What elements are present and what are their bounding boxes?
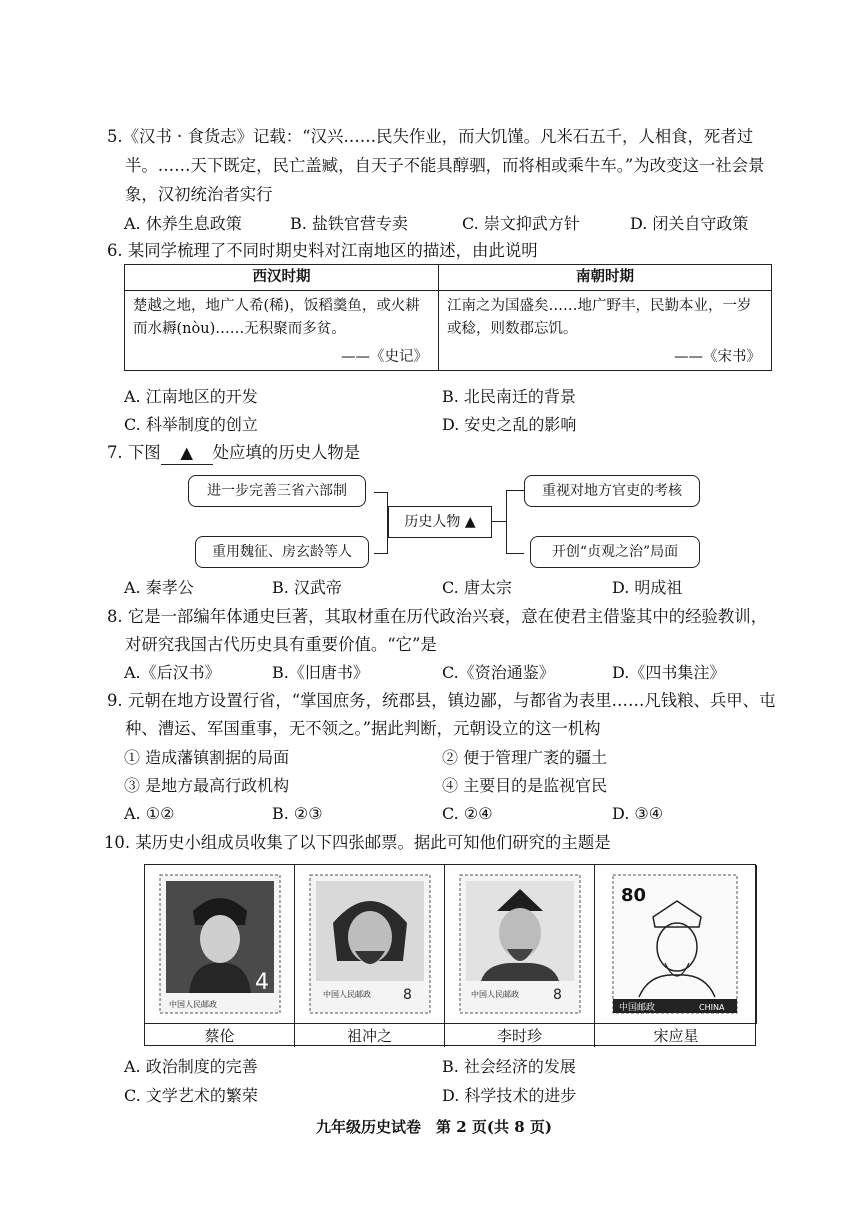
q7-option-d: D. 明成祖 xyxy=(612,578,683,597)
q9-option-a: A. ①② xyxy=(124,804,175,823)
q7-option-b: B. 汉武帝 xyxy=(272,578,342,597)
q6-col1-source: ——《史记》 xyxy=(341,349,428,365)
q10-option-d: D. 科学技术的进步 xyxy=(442,1086,577,1105)
q9-option-c: C. ②④ xyxy=(442,804,493,823)
stamp-4-country: 中国邮政 xyxy=(619,1003,656,1013)
q7-box-center: 历史人物 ▲ xyxy=(388,506,492,538)
stamp-song-yingxing-image xyxy=(595,865,757,1023)
q6-header-col2: 南朝时期 xyxy=(439,265,772,291)
stamp-1-value: 4 xyxy=(255,970,269,995)
stamp-cai-lun-image xyxy=(145,865,295,1023)
q6-source-table xyxy=(124,264,772,371)
q8-option-b: B.《旧唐书》 xyxy=(272,663,369,682)
q8-option-c: C.《资治通鉴》 xyxy=(442,663,555,682)
q7-option-a: A. 秦孝公 xyxy=(124,578,194,597)
q9-line1: 9. 元朝在地方设置行省，“掌国庶务，统郡县，镇边鄙，与都省为表里……凡钱粮、兵甲、屯 xyxy=(107,691,776,710)
q7-connector-left xyxy=(374,492,388,554)
q7-box-right-top: 重视对地方官吏的考核 xyxy=(524,475,700,507)
q6-option-b: B. 北民南迁的背景 xyxy=(442,387,576,406)
page-footer: 九年级历史试卷 第 2 页(共 8 页) xyxy=(316,1118,552,1136)
stamp-zu-chongzhi-image xyxy=(295,865,445,1023)
q7-connector-mid xyxy=(492,521,506,522)
stamp-cell-1 xyxy=(145,865,295,1023)
q10-option-a: A. 政治制度的完善 xyxy=(124,1057,258,1076)
q9-item-1: ① 造成藩镇割据的局面 xyxy=(124,748,290,767)
q6-cell-col2 xyxy=(439,291,772,371)
q9-option-d: D. ③④ xyxy=(612,804,664,823)
q7-box-left-top: 进一步完善三省六部制 xyxy=(188,475,366,507)
stamp-cell-4 xyxy=(595,865,757,1023)
q5-line3: 象，汉初统治者实行 xyxy=(125,185,273,204)
q6-col1-text: 楚越之地，地广人希(稀)，饭稻羹鱼，或火耕而水耨(nòu)……无积聚而多贫。 xyxy=(133,298,420,337)
q6-option-d: D. 安史之乱的影响 xyxy=(442,415,577,434)
q7-box-right-bottom: 开创“贞观之治”局面 xyxy=(530,536,700,568)
stamp-name-1: 蔡伦 xyxy=(145,1023,295,1047)
q6-header-col1: 西汉时期 xyxy=(125,265,439,291)
stamp-3-country: 中国人民邮政 xyxy=(471,990,519,999)
q5-option-c: C. 崇文抑武方针 xyxy=(462,214,580,233)
q5-line2: 半。……天下既定，民亡盖臧，自天子不能具醇驷，而将相或乘牛车。”为改变这一社会景 xyxy=(125,156,765,175)
q9-item-2: ② 便于管理广袤的疆土 xyxy=(442,748,608,767)
stamp-cell-2 xyxy=(295,865,445,1023)
q9-line2: 种、漕运、军国重事，无不领之。”据此判断，元朝设立的这一机构 xyxy=(125,719,601,738)
q7-option-c: C. 唐太宗 xyxy=(442,578,512,597)
stamp-2-value: 8 xyxy=(403,987,412,1003)
stamp-name-4: 宋应星 xyxy=(595,1023,757,1047)
q10-stem: 10. 某历史小组成员收集了以下四张邮票。据此可知他们研究的主题是 xyxy=(104,833,611,852)
q6-col2-source: ——《宋书》 xyxy=(674,349,761,365)
stamp-li-shizhen-image xyxy=(445,865,595,1023)
stamp-name-3: 李时珍 xyxy=(445,1023,595,1047)
q10-option-c: C. 文学艺术的繁荣 xyxy=(124,1086,258,1105)
q6-option-c: C. 科举制度的创立 xyxy=(124,415,258,434)
q7-connector-right xyxy=(506,490,524,554)
q8-line2: 对研究我国古代历史具有重要价值。“它”是 xyxy=(125,635,437,654)
q7-stem-post: 处应填的历史人物是 xyxy=(212,443,361,462)
q9-item-3: ③ 是地方最高行政机构 xyxy=(124,776,290,795)
stamp-cell-3 xyxy=(445,865,595,1023)
stamp-name-2: 祖冲之 xyxy=(295,1023,445,1047)
q7-blank: ▲ xyxy=(161,442,213,465)
stamp-3-value: 8 xyxy=(553,987,562,1003)
stamp-1-country: 中国人民邮政 xyxy=(169,1000,217,1009)
q6-stem: 6. 某同学梳理了不同时期史料对江南地区的描述，由此说明 xyxy=(107,241,538,260)
q8-option-d: D.《四书集注》 xyxy=(612,663,726,682)
q10-stamp-table xyxy=(144,864,756,1046)
q5-option-b: B. 盐铁官营专卖 xyxy=(290,214,408,233)
q5-option-d: D. 闭关自守政策 xyxy=(630,214,749,233)
q8-line1: 8. 它是一部编年体通史巨著，其取材重在历代政治兴衰，意在使君主借鉴其中的经验教训， xyxy=(107,607,768,626)
q6-option-a: A. 江南地区的开发 xyxy=(124,387,258,406)
q5-line1: 5.《汉书 · 食货志》记载：“汉兴……民失作业，而大饥馑。凡米石五千，人相食，死者过 xyxy=(107,127,754,146)
q7-stem xyxy=(107,442,360,465)
q7-box-left-bottom: 重用魏征、房玄龄等人 xyxy=(195,536,369,568)
q6-col2-text: 江南之为国盛矣……地广野丰，民勤本业，一岁或稔，则数郡忘饥。 xyxy=(447,298,752,337)
q7-stem-pre: 7. 下图 xyxy=(107,443,161,462)
stamp-2-country: 中国人民邮政 xyxy=(323,990,371,999)
q6-cell-col1 xyxy=(125,291,439,371)
q8-option-a: A.《后汉书》 xyxy=(124,663,221,682)
stamp-4-latin: CHINA xyxy=(699,1003,725,1012)
q9-option-b: B. ②③ xyxy=(272,804,323,823)
q9-item-4: ④ 主要目的是监视官民 xyxy=(442,776,608,795)
q5-option-a: A. 休养生息政策 xyxy=(124,214,242,233)
q10-option-b: B. 社会经济的发展 xyxy=(442,1057,576,1076)
stamp-4-value: 80 xyxy=(621,885,647,906)
